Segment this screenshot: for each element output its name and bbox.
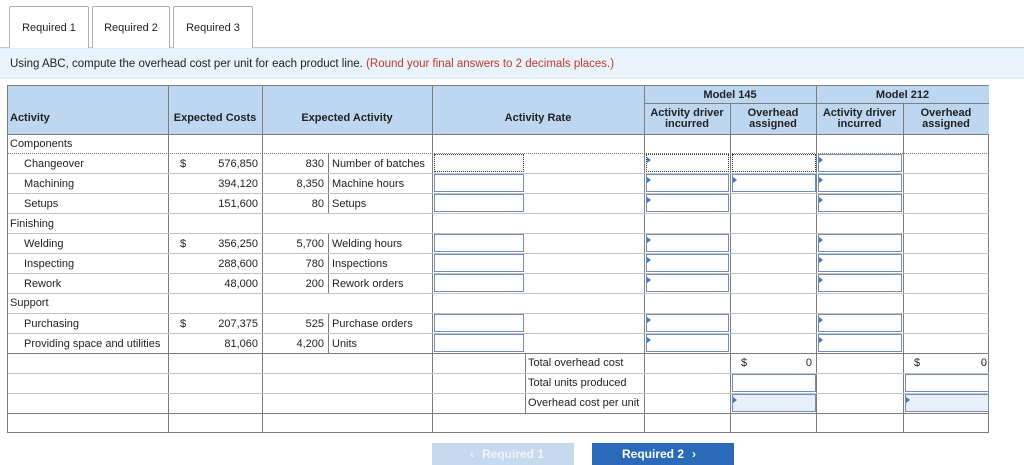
m145-driver-input-machining[interactable]: [646, 174, 729, 192]
tab-required-3[interactable]: Required 3: [173, 6, 253, 48]
m212-units-input[interactable]: [905, 374, 989, 392]
m145-driver-input-rework[interactable]: [646, 274, 729, 292]
m145-driver-input-changeover[interactable]: [646, 154, 729, 172]
row-unit: Rework orders: [332, 278, 404, 290]
header-model-212: Model 212: [875, 89, 930, 101]
prev-required-button[interactable]: [432, 443, 574, 465]
group-support: Support: [10, 297, 49, 309]
header-activity-rate: Activity Rate: [504, 112, 572, 124]
row-label: Machining: [24, 178, 75, 190]
row-qty: 200: [305, 278, 324, 290]
cost-per-unit-label: Overhead cost per unit: [528, 397, 640, 409]
row-cost: 48,000: [224, 278, 258, 290]
m145-assigned-input-machining[interactable]: [732, 174, 816, 192]
activity-rate-input-changeover[interactable]: [434, 154, 524, 172]
m212-driver-input-machining[interactable]: [818, 174, 902, 192]
tab-bar: [0, 0, 1024, 48]
header-m212-assigned-l2: assigned: [922, 118, 970, 130]
row-qty: 780: [305, 258, 324, 270]
header-m145-driver-l2: incurred: [664, 118, 709, 130]
header-m145-driver-l1: Activity driver: [650, 107, 724, 119]
activity-rate-input-setups[interactable]: [434, 194, 524, 212]
row-qty: 4,200: [296, 338, 324, 350]
m212-cost-per-unit-input[interactable]: [905, 394, 989, 412]
header-m145-driver: [644, 108, 730, 130]
row-dollar: $: [180, 158, 187, 170]
instruction-bar: [0, 48, 1024, 79]
m212-driver-input-setups[interactable]: [818, 194, 902, 212]
next-required-button[interactable]: [592, 443, 734, 465]
header-expected-costs: Expected Costs: [173, 112, 257, 124]
chevron-left-icon: ‹: [469, 447, 474, 461]
row-qty: 5,700: [296, 238, 324, 250]
row-cost: 394,120: [218, 178, 258, 190]
m145-driver-input-welding[interactable]: [646, 234, 729, 252]
header-m145-assigned: [730, 108, 816, 130]
row-cost: 356,250: [218, 238, 258, 250]
row-qty: 830: [305, 158, 324, 170]
header-activity: Activity: [10, 112, 50, 124]
header-m145-assigned-l2: assigned: [749, 118, 797, 130]
header-m212-assigned-l1: Overhead: [920, 107, 972, 119]
header-m212-driver-l2: incurred: [837, 118, 882, 130]
prev-required-label: Required 1: [481, 447, 544, 461]
row-cost: 151,600: [218, 198, 258, 210]
row-qty: 8,350: [296, 178, 324, 190]
group-components: Components: [10, 138, 73, 150]
total-units-label: Total units produced: [528, 377, 627, 389]
header-m212-driver-l1: Activity driver: [822, 107, 897, 119]
row-qty: 80: [311, 198, 324, 210]
row-label: Setups: [24, 198, 59, 210]
activity-rate-input-rework[interactable]: [434, 274, 524, 292]
row-label: Purchasing: [24, 318, 80, 330]
m145-units-input[interactable]: [732, 374, 816, 392]
row-unit: Inspections: [332, 258, 388, 270]
row-unit: Machine hours: [332, 178, 405, 190]
m212-driver-input-inspecting[interactable]: [818, 254, 902, 272]
row-cost: 81,060: [224, 338, 258, 350]
row-unit: Purchase orders: [332, 318, 413, 330]
header-m212-driver: [816, 108, 903, 130]
row-cost: 576,850: [218, 158, 258, 170]
m212-total-dollar: $: [914, 357, 921, 369]
m145-assigned-input-changeover[interactable]: [732, 154, 816, 172]
row-cost: 288,600: [218, 258, 258, 270]
m212-driver-input-changeover[interactable]: [818, 154, 902, 172]
header-m212-assigned: [903, 108, 989, 130]
row-label: Rework: [24, 278, 62, 290]
row-label: Changeover: [24, 158, 84, 170]
m212-total-overhead: 0: [980, 357, 987, 369]
m145-driver-input-purchasing[interactable]: [646, 314, 729, 332]
m145-driver-input-inspecting[interactable]: [646, 254, 729, 272]
row-label: Welding: [24, 238, 64, 250]
row-unit: Units: [332, 338, 358, 350]
m145-total-dollar: $: [741, 357, 748, 369]
m145-driver-input-setups[interactable]: [646, 194, 729, 212]
instruction-hint: (Round your final answers to 2 decimals places.): [366, 58, 615, 70]
m145-cost-per-unit-input[interactable]: [732, 394, 816, 412]
m145-driver-input-space[interactable]: [646, 334, 729, 352]
total-overhead-label: Total overhead cost: [528, 357, 624, 369]
m212-driver-input-purchasing[interactable]: [818, 314, 902, 332]
instruction-text: Using ABC, compute the overhead cost per unit for each product line.: [10, 58, 363, 70]
tab-required-1[interactable]: Required 1: [9, 6, 89, 48]
row-label: Inspecting: [24, 258, 75, 270]
row-cost: 207,375: [218, 318, 258, 330]
m212-driver-input-rework[interactable]: [818, 274, 902, 292]
header-model-145: Model 145: [703, 89, 757, 101]
activity-rate-input-machining[interactable]: [434, 174, 524, 192]
group-finishing: Finishing: [10, 218, 55, 230]
activity-rate-input-welding[interactable]: [434, 234, 524, 252]
row-unit: Number of batches: [332, 158, 425, 170]
next-required-label: Required 2: [621, 447, 684, 461]
row-dollar: $: [180, 238, 187, 250]
m212-driver-input-space[interactable]: [818, 334, 902, 352]
row-unit: Setups: [332, 198, 367, 210]
header-m145-assigned-l1: Overhead: [747, 107, 799, 119]
activity-rate-input-purchasing[interactable]: [434, 314, 524, 332]
row-unit: Welding hours: [332, 238, 403, 250]
row-dollar: $: [180, 318, 187, 330]
row-label: Providing space and utilities: [24, 338, 161, 350]
activity-rate-input-space[interactable]: [434, 334, 524, 352]
header-expected-activity: Expected Activity: [301, 112, 393, 124]
m212-driver-input-welding[interactable]: [818, 234, 902, 252]
chevron-right-icon: ›: [692, 447, 696, 461]
activity-rate-input-inspecting[interactable]: [434, 254, 524, 272]
m145-total-overhead: 0: [805, 357, 812, 369]
tab-required-2[interactable]: Required 2: [92, 6, 170, 48]
row-qty: 525: [305, 318, 324, 330]
